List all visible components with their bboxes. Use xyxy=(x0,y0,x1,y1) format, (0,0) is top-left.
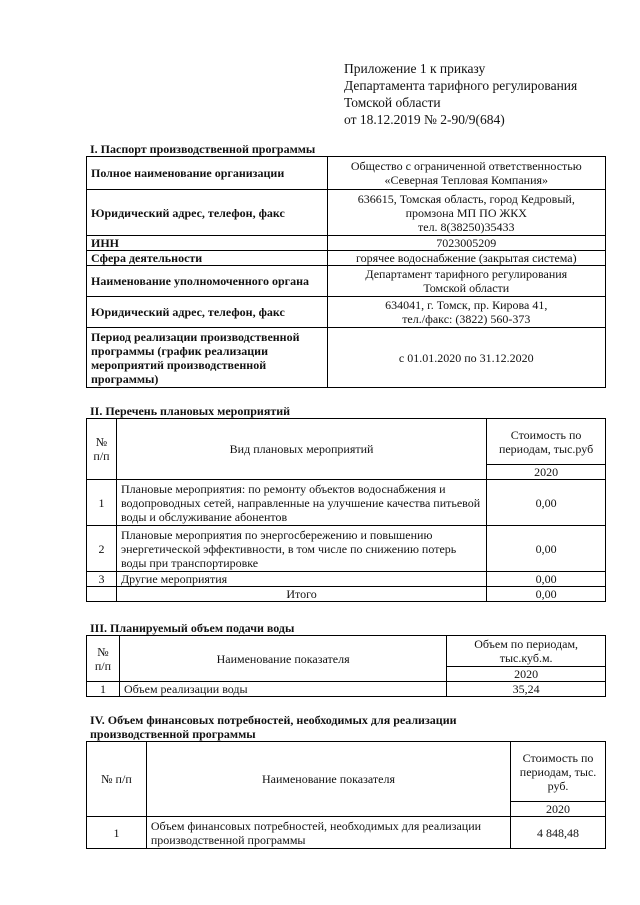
measures-table xyxy=(86,418,606,602)
table-header-row xyxy=(87,636,606,667)
row-number: 1 xyxy=(87,682,120,697)
row-cost: 0,00 xyxy=(487,572,606,587)
row-cost: 0,00 xyxy=(487,526,606,572)
header-name: Вид плановых мероприятий xyxy=(116,419,486,480)
table-row xyxy=(87,236,606,251)
table-row xyxy=(87,682,606,697)
row-name: Плановые мероприятия: по ремонту объектов водоснабжения и водопроводных сетей, направленные на улучшение качества питьевой воды и обслуживание абонентов xyxy=(116,480,486,526)
table-row xyxy=(87,526,606,572)
row-number: 3 xyxy=(87,572,117,587)
empty-cell xyxy=(87,587,117,602)
header-number: № п/п xyxy=(87,636,120,682)
row-label: Полное наименование организации xyxy=(87,157,328,190)
row-value: 634041, г. Томск, пр. Кирова 41, тел./факс: (3822) 560-373 xyxy=(327,297,605,328)
header-volume: Объем по периодам, тыс.куб.м. xyxy=(447,636,606,667)
table-row xyxy=(87,328,606,388)
table-header-row xyxy=(87,419,606,465)
row-label: Юридический адрес, телефон, факс xyxy=(87,190,328,236)
row-value: 7023005209 xyxy=(327,236,605,251)
row-name: Другие мероприятия xyxy=(116,572,486,587)
section-3-title: III. Планируемый объем подачи воды xyxy=(90,621,295,635)
table-row xyxy=(87,572,606,587)
header-year: 2020 xyxy=(487,465,606,480)
appendix-line: Приложение 1 к приказу xyxy=(344,61,486,76)
header-cost: Стоимость по периодам, тыс.руб xyxy=(487,419,606,465)
table-row xyxy=(87,190,606,236)
table-row xyxy=(87,251,606,266)
section-4-title-line: производственной программы xyxy=(90,727,256,741)
total-label: Итого xyxy=(116,587,486,602)
row-label: Юридический адрес, телефон, факс xyxy=(87,297,328,328)
financial-table xyxy=(86,741,606,849)
section-4-title-line: IV. Объем финансовых потребностей, необходимых для реализации xyxy=(90,713,457,727)
row-cost: 0,00 xyxy=(487,480,606,526)
table-row xyxy=(87,817,606,849)
table-row xyxy=(87,480,606,526)
section-1-title: I. Паспорт производственной программы xyxy=(90,142,316,156)
row-value: с 01.01.2020 по 31.12.2020 xyxy=(327,328,605,388)
row-value: горячее водоснабжение (закрытая система) xyxy=(327,251,605,266)
header-cost: Стоимость по периодам, тыс. руб. xyxy=(511,742,606,802)
row-name: Объем финансовых потребностей, необходимых для реализации производственной программы xyxy=(146,817,510,849)
row-name: Объем реализации воды xyxy=(119,682,446,697)
row-number: 1 xyxy=(87,480,117,526)
table-row xyxy=(87,266,606,297)
appendix-line: Томской области xyxy=(344,95,441,110)
table-row xyxy=(87,157,606,190)
appendix-line: от 18.12.2019 № 2-90/9(684) xyxy=(344,112,505,127)
section-4-title xyxy=(90,713,457,741)
row-value: 4 848,48 xyxy=(511,817,606,849)
row-label: ИНН xyxy=(87,236,328,251)
table-row xyxy=(87,297,606,328)
row-value: 636615, Томская область, город Кедровый, промзона МП ПО ЖКХ тел. 8(38250)35433 xyxy=(327,190,605,236)
header-year: 2020 xyxy=(447,667,606,682)
table-header-row xyxy=(87,742,606,802)
total-value: 0,00 xyxy=(487,587,606,602)
header-name: Наименование показателя xyxy=(119,636,446,682)
row-label: Сфера деятельности xyxy=(87,251,328,266)
header-name: Наименование показателя xyxy=(146,742,510,817)
header-number: № п/п xyxy=(87,742,147,817)
row-value: Общество с ограниченной ответственностью «Северная Тепловая Компания» xyxy=(327,157,605,190)
row-number: 1 xyxy=(87,817,147,849)
passport-table xyxy=(86,156,606,388)
row-label: Наименование уполномоченного органа xyxy=(87,266,328,297)
appendix-line: Департамента тарифного регулирования xyxy=(344,78,578,93)
row-value: 35,24 xyxy=(447,682,606,697)
total-row xyxy=(87,587,606,602)
row-name: Плановые мероприятия по энергосбережению и повышению энергетической эффективности, в том числе по снижению потерь воды при транспортировке xyxy=(116,526,486,572)
appendix-header xyxy=(344,60,577,128)
header-number: № п/п xyxy=(87,419,117,480)
row-value: Департамент тарифного регулирования Томской области xyxy=(327,266,605,297)
header-year: 2020 xyxy=(511,802,606,817)
section-2-title: II. Перечень плановых мероприятий xyxy=(90,404,291,418)
row-number: 2 xyxy=(87,526,117,572)
row-label: Период реализации производственной программы (график реализации мероприятий производственной программы) xyxy=(87,328,328,388)
volume-table xyxy=(86,635,606,697)
